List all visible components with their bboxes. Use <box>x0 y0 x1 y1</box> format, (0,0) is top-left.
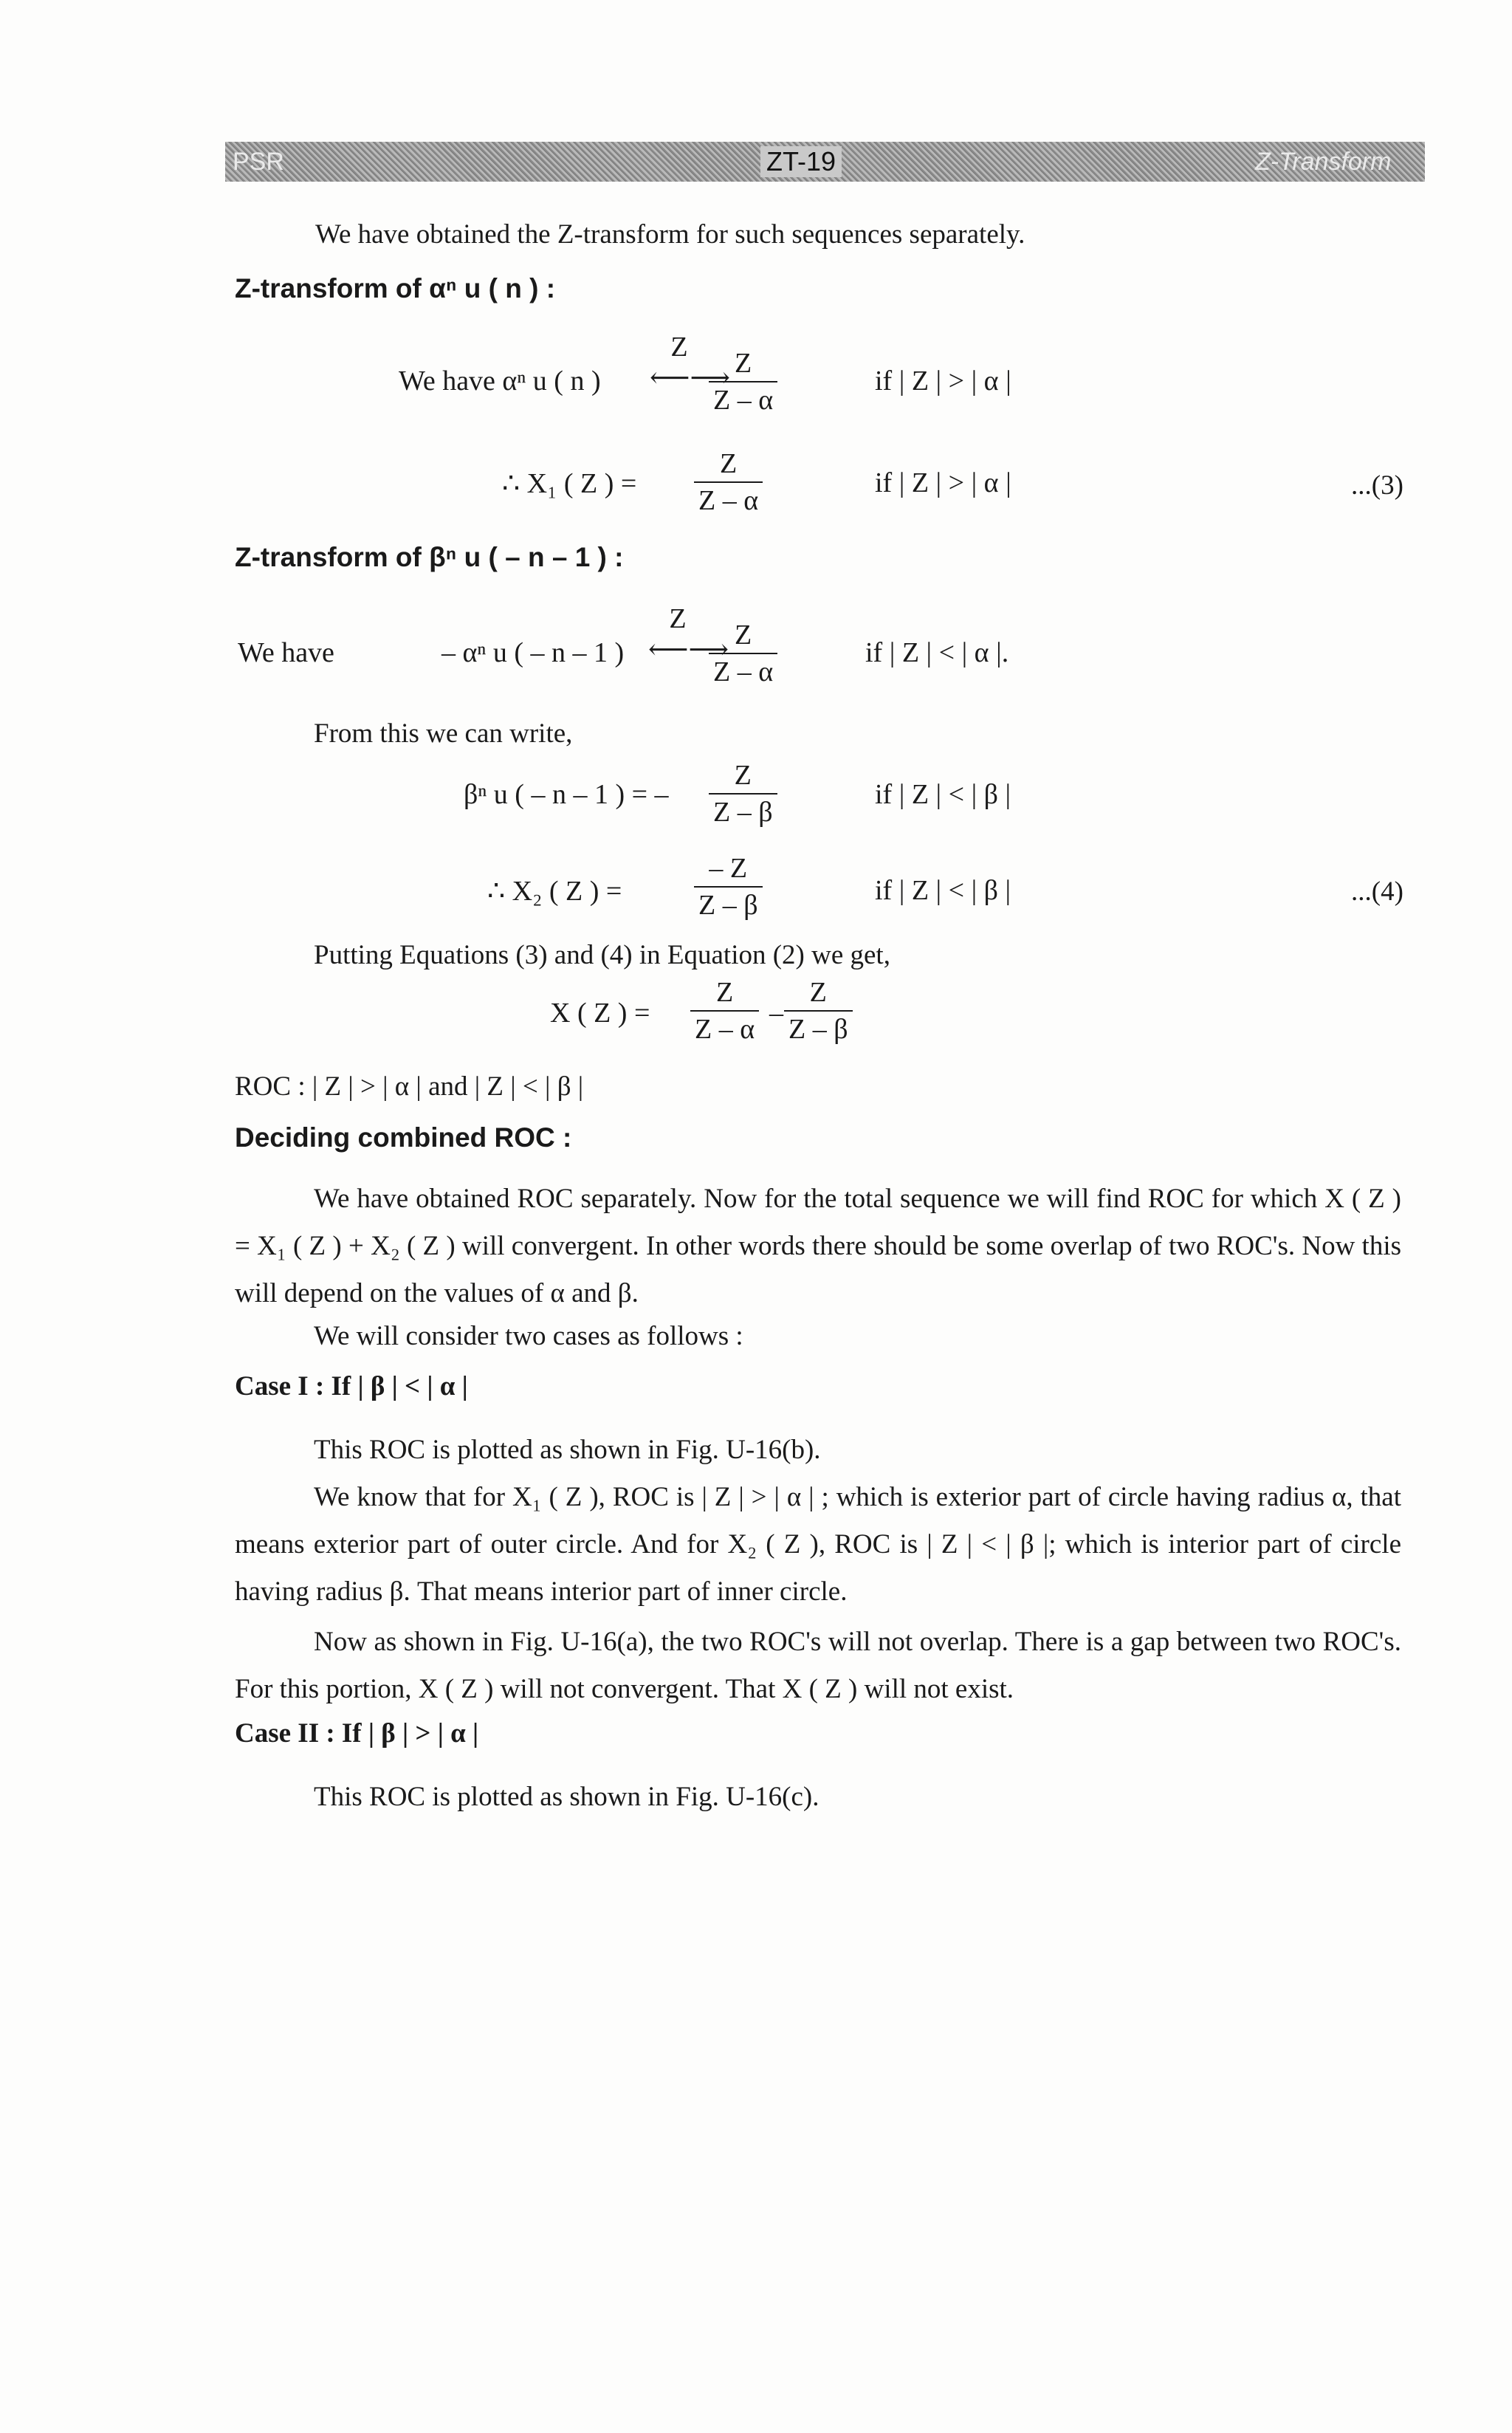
eq4-numerator: Z <box>734 760 752 791</box>
eq3-arrow <box>648 603 729 666</box>
eq3-label: We have <box>238 637 334 668</box>
paragraph-overlap: We have obtained ROC separately. Now for the total sequence we will find ROC for which X ( Z ) = X₁ ( Z ) + X₂ ( Z ) will convergent. In other words there should be some overlap of two ROC's. Now this will depend on the values of α and β. <box>235 1184 1401 1308</box>
eq2-denominator: Z – α <box>698 485 759 516</box>
eq3-fraction-bar <box>709 653 777 654</box>
eq1-arrow-label: Z <box>670 332 688 363</box>
eq1-arrow <box>650 332 730 394</box>
eq3-numerator: Z <box>734 620 752 651</box>
eq6-minus: – <box>769 998 783 1029</box>
eq4-fraction <box>709 759 777 828</box>
eq2-fraction-bar <box>694 481 763 483</box>
intro-text: We have obtained the Z-transform for such sequences separately. <box>315 219 1025 250</box>
eq5-denominator: Z – β <box>698 890 758 921</box>
section-heading-beta: Z-transform of βⁿ u ( – n – 1 ) : <box>235 542 624 572</box>
eq6-denominator-2: Z – β <box>788 1014 848 1045</box>
eq6-denominator-1: Z – α <box>695 1014 755 1045</box>
eq1-denominator: Z – α <box>713 385 774 416</box>
eq1-fraction <box>709 347 777 416</box>
paragraph-case-1-explanation: We know that for X₁ ( Z ), ROC is | Z | > | α | ; which is exterior part of circle having radius α, that means exterior part of outer circle. And for X₂ ( Z ), ROC is | Z | < | β |; which is interior part of circle having radius β. That means interior part of inner circle. <box>235 1482 1401 1607</box>
eq5-number: ...(4) <box>1351 876 1403 907</box>
from-this-text: From this we can write, <box>314 718 573 749</box>
eq3-fraction <box>709 619 777 688</box>
eq6-fraction-2 <box>784 976 853 1046</box>
eq1-arrow-symbol: ⟵⟶ <box>650 362 730 394</box>
eq1-fraction-bar <box>709 381 777 382</box>
eq6-lhs: X ( Z ) = <box>550 998 650 1029</box>
eq5-lhs: ∴ X₂ ( Z ) = <box>487 876 622 907</box>
eq2-condition: if | Z | > | α | <box>875 467 1011 498</box>
eq4-denominator: Z – β <box>713 797 773 828</box>
paragraph-case-2-plot: This ROC is plotted as shown in Fig. U-16(c). <box>314 1782 819 1812</box>
eq6-numerator-1: Z <box>715 977 734 1008</box>
eq4-lhs: βⁿ u ( – n – 1 ) = – <box>464 779 669 810</box>
eq6-fraction-bar-1 <box>690 1010 759 1012</box>
paragraph-case-1-plot: This ROC is plotted as shown in Fig. U-16(b). <box>314 1435 821 1465</box>
page-number: ZT-19 <box>760 146 842 177</box>
eq4-fraction-bar <box>709 793 777 795</box>
putting-text: Putting Equations (3) and (4) in Equation (2) we get, <box>314 940 890 970</box>
eq2-numerator: Z <box>719 448 738 479</box>
section-heading-alpha: Z-transform of αⁿ u ( n ) : <box>235 273 556 303</box>
paragraph-two-cases: We will consider two cases as follows : <box>314 1321 743 1351</box>
eq1-condition: if | Z | > | α | <box>875 366 1011 397</box>
eq5-fraction <box>694 852 763 922</box>
eq3-lhs: – αⁿ u ( – n – 1 ) <box>441 637 625 668</box>
eq5-numerator: – Z <box>709 853 748 884</box>
eq6-fraction-bar-2 <box>784 1010 853 1012</box>
eq6-numerator-2: Z <box>809 977 827 1008</box>
eq3-denominator: Z – α <box>713 656 774 687</box>
eq6-fraction-1 <box>690 976 759 1046</box>
header-right-text: Z-Transform <box>1255 148 1392 176</box>
eq2-fraction <box>694 447 763 517</box>
eq1-lhs: We have αⁿ u ( n ) <box>399 366 601 397</box>
eq5-fraction-bar <box>694 886 763 888</box>
header-left-text: PSR <box>233 148 284 176</box>
eq4-condition: if | Z | < | β | <box>875 779 1011 810</box>
eq3-arrow-symbol: ⟵⟶ <box>648 634 729 665</box>
eq2-lhs: ∴ X₁ ( Z ) = <box>502 468 637 499</box>
eq1-numerator: Z <box>734 348 752 379</box>
case-2-heading: Case II : If | β | > | α | <box>235 1718 479 1749</box>
section-heading-combined-roc: Deciding combined ROC : <box>235 1122 572 1153</box>
eq3-arrow-label: Z <box>669 603 687 634</box>
eq2-number: ...(3) <box>1351 470 1403 501</box>
eq3-condition: if | Z | < | α |. <box>865 637 1009 668</box>
eq5-condition: if | Z | < | β | <box>875 875 1011 906</box>
paragraph-no-overlap: Now as shown in Fig. U-16(a), the two ROC's will not overlap. There is a gap between two ROC's. For this portion, X ( Z ) will not convergent. That X ( Z ) will not exist. <box>235 1627 1401 1704</box>
roc-text: ROC : | Z | > | α | and | Z | < | β | <box>235 1071 584 1102</box>
case-1-heading: Case I : If | β | < | α | <box>235 1371 468 1401</box>
